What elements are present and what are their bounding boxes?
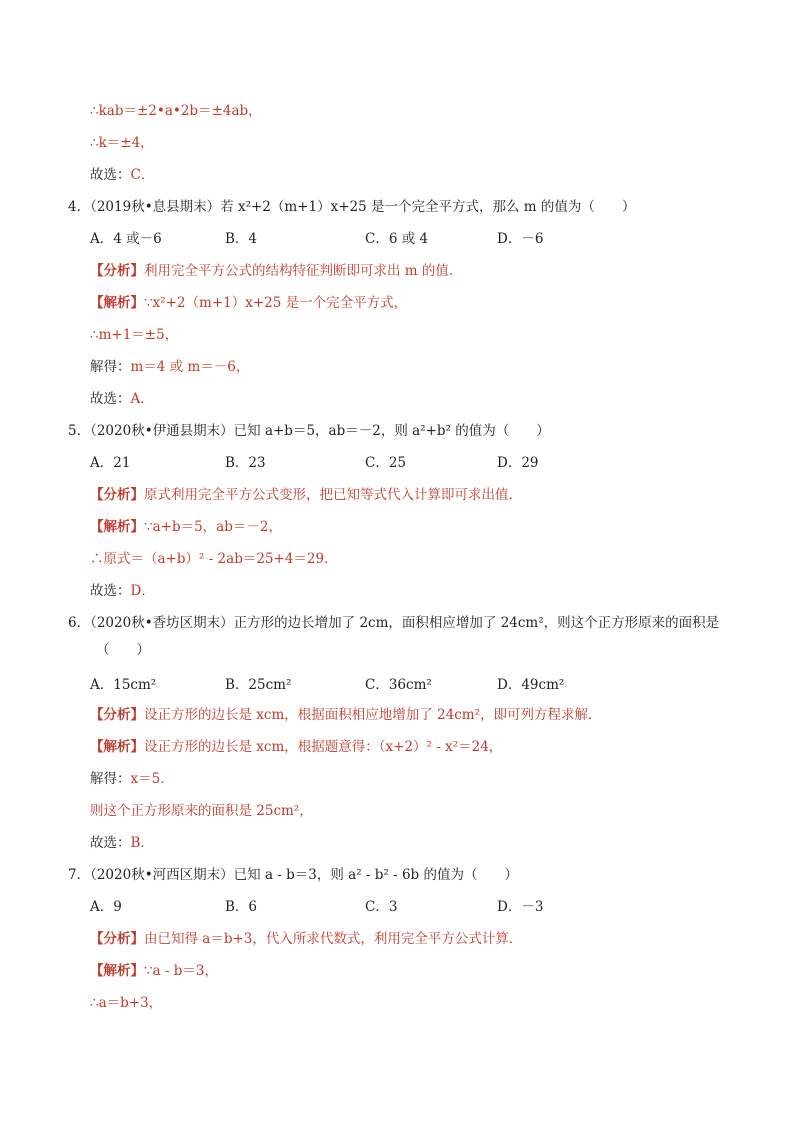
solve-value: x＝5． bbox=[130, 771, 174, 787]
solution-text: ∵x²+2（m+1）x+25 是一个完全平方式， bbox=[144, 295, 408, 311]
solve-label: 解得： bbox=[90, 359, 131, 375]
analysis-tag: 【分析】 bbox=[90, 707, 144, 723]
q4-option-d: D．－6 bbox=[497, 231, 544, 247]
q4-option-b: B．4 bbox=[225, 231, 258, 247]
analysis-text: 设正方形的边长是 xcm，根据面积相应地增加了 24cm²，即可列方程求解． bbox=[144, 707, 602, 723]
solution-text: 设正方形的边长是 xcm，根据题意得：（x+2）² - x²＝24， bbox=[144, 739, 503, 755]
analysis-text: 由已知得 a＝b+3，代入所求代数式，利用完全平方公式计算． bbox=[144, 931, 523, 947]
q4-stem: 4．（2019秋•息县期末）若 x²+2（m+1）x+25 是一个完全平方式，那么 m 的值为（ ） bbox=[68, 199, 636, 215]
q7-stem: 7．（2020秋•河西区期末）已知 a - b＝3，则 a² - b² - 6b 的值为（ ） bbox=[68, 867, 518, 883]
q6-step-2 bbox=[90, 769, 174, 789]
solution-text: ∵a - b＝3， bbox=[144, 963, 219, 979]
q7-option-b: B．6 bbox=[225, 899, 258, 915]
q7-option-a: A．9 bbox=[90, 899, 122, 915]
q6-analysis bbox=[90, 705, 602, 725]
q5-option-a: A．21 bbox=[90, 455, 131, 471]
solution-tag: 【解析】 bbox=[90, 963, 144, 979]
q4-solution bbox=[90, 293, 407, 313]
answer-value: A． bbox=[130, 391, 154, 407]
analysis-tag: 【分析】 bbox=[90, 487, 144, 503]
q4-option-c: C．6 或 4 bbox=[365, 231, 429, 247]
q6-option-a: A．15cm² bbox=[90, 677, 157, 693]
q5-stem: 5．（2020秋•伊通县期末）已知 a+b＝5，ab＝－2，则 a²+b² 的值为（ ） bbox=[68, 423, 550, 439]
solve-label: 解得： bbox=[90, 771, 131, 787]
q6-answer bbox=[90, 833, 154, 853]
q6-option-b: B．25cm² bbox=[225, 677, 292, 693]
q3-step-1: ∴kab＝±2•a•2b＝±4ab， bbox=[90, 103, 262, 119]
q5-option-b: B．23 bbox=[225, 455, 266, 471]
analysis-tag: 【分析】 bbox=[90, 931, 144, 947]
q5-solution bbox=[90, 517, 282, 537]
q7-option-d: D．－3 bbox=[497, 899, 544, 915]
answer-label: 故选： bbox=[90, 391, 131, 407]
q4-answer bbox=[90, 389, 154, 409]
q4-analysis bbox=[90, 261, 462, 281]
q5-option-c: C．25 bbox=[365, 455, 407, 471]
q5-option-d: D．29 bbox=[497, 455, 539, 471]
answer-label: 故选： bbox=[90, 583, 131, 599]
analysis-text: 原式利用完全平方公式变形，把已知等式代入计算即可求出值． bbox=[144, 487, 522, 503]
q4-step-3 bbox=[90, 357, 249, 377]
answer-value: D． bbox=[130, 583, 155, 599]
q5-analysis bbox=[90, 485, 522, 505]
q3-step-2: ∴k＝±4， bbox=[90, 135, 154, 151]
answer-value: C． bbox=[130, 167, 155, 183]
solve-value: m＝4 或 m＝－6， bbox=[130, 359, 250, 375]
q3-answer bbox=[90, 165, 154, 185]
answer-label: 故选： bbox=[90, 835, 131, 851]
q4-option-a: A．4 或－6 bbox=[90, 231, 162, 247]
solution-tag: 【解析】 bbox=[90, 519, 144, 535]
q7-solution bbox=[90, 961, 218, 981]
q7-option-c: C．3 bbox=[365, 899, 398, 915]
answer-label: 故选： bbox=[90, 167, 131, 183]
analysis-text: 利用完全平方公式的结构特征判断即可求出 m 的值． bbox=[144, 263, 463, 279]
solution-text: ∵a+b＝5，ab＝－2， bbox=[144, 519, 282, 535]
q6-stem-paren: （ ） bbox=[96, 642, 150, 658]
q5-answer bbox=[90, 581, 155, 601]
q5-step-2: ∴原式＝（a+b）² - 2ab＝25+4＝29． bbox=[90, 551, 338, 567]
q6-stem: 6．（2020秋•香坊区期末）正方形的边长增加了 2cm，面积相应增加了 24cm²，则这个正方形原来的面积是 bbox=[68, 615, 720, 631]
answer-value: B． bbox=[130, 835, 154, 851]
q6-option-d: D．49cm² bbox=[497, 677, 565, 693]
q4-step-2: ∴m+1＝±5， bbox=[90, 327, 179, 343]
solution-tag: 【解析】 bbox=[90, 295, 144, 311]
q6-step-3: 则这个正方形原来的面积是 25cm²， bbox=[90, 803, 313, 819]
analysis-tag: 【分析】 bbox=[90, 263, 144, 279]
q7-analysis bbox=[90, 929, 522, 949]
solution-tag: 【解析】 bbox=[90, 739, 144, 755]
q6-solution bbox=[90, 737, 502, 757]
q7-step-2: ∴a＝b+3， bbox=[90, 995, 163, 1011]
q6-option-c: C．36cm² bbox=[365, 677, 432, 693]
